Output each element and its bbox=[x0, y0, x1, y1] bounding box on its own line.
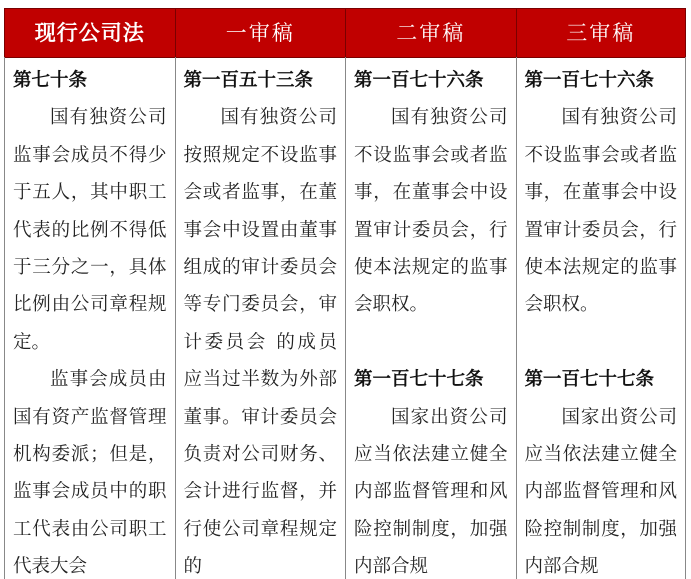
header-third-draft: 三审稿 bbox=[516, 9, 687, 57]
column-third-draft bbox=[516, 57, 687, 579]
article-paragraph: 国有独资公司按照规定不设监事会或者监事，在董事会中设置由董事组成的审计委员会等专门委员会，审计委员会 的成员应当过半数为外部董事。审计委员会负责对公司财务、会计进行监督，并行使公司章程规定的 bbox=[183, 107, 337, 578]
article-number: 第七十条 bbox=[13, 70, 88, 91]
header-current-law: 现行公司法 bbox=[4, 9, 175, 57]
column-current-law bbox=[4, 57, 175, 579]
column-first-draft bbox=[175, 57, 346, 579]
article-number: 第一百七十六条 bbox=[524, 70, 655, 91]
column-second-draft bbox=[345, 57, 516, 579]
table-header-row bbox=[4, 8, 686, 58]
spacer bbox=[354, 324, 508, 361]
header-second-draft: 二审稿 bbox=[345, 9, 516, 57]
header-first-draft: 一审稿 bbox=[175, 9, 346, 57]
article-number: 第一百七十六条 bbox=[354, 70, 484, 91]
article-paragraph: 国家出资公司应当依法建立健全内部监督管理和风险控制制度，加强内部合规 bbox=[524, 406, 677, 578]
article-paragraph: 国有独资公司不设监事会或者监事，在董事会中设置审计委员会，行使本法规定的监事会职权。 bbox=[524, 107, 677, 316]
article-number: 第一百五十三条 bbox=[183, 70, 314, 91]
table-body-row bbox=[4, 57, 686, 579]
article-paragraph: 国家出资公司应当依法建立健全内部监督管理和风险控制制度，加强内部合规 bbox=[354, 406, 508, 578]
article-paragraph: 监事会成员由国有资产监督管理机构委派；但是，监事会成员中的职工代表由公司职工代表大会 bbox=[13, 369, 167, 578]
article-number: 第一百七十七条 bbox=[524, 369, 655, 391]
article-paragraph: 国有独资公司不设监事会或者监事，在董事会中设置审计委员会，行使本法规定的监事会职权。 bbox=[354, 107, 508, 316]
article-paragraph: 国有独资公司监事会成员不得少于五人，其中职工代表的比例不得低于三分之一，具体比例由公司章程规定。 bbox=[13, 107, 167, 353]
spacer bbox=[525, 324, 678, 361]
article-number: 第一百七十七条 bbox=[354, 369, 484, 391]
